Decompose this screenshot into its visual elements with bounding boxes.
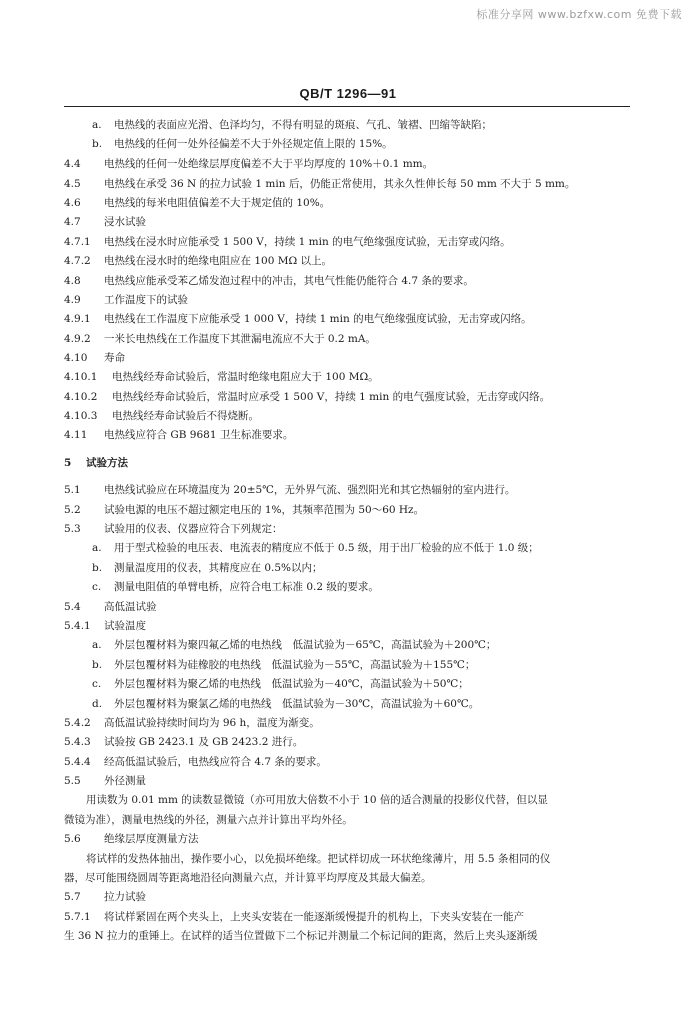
list-item: b. 电热线的任何一处外径偏差不大于外径规定值上限的 15%。 (92, 138, 393, 150)
clause: 5.4.1 试验温度 (64, 620, 146, 632)
paragraph-line: 将试样的发热体抽出，操作要小心，以免损坏绝缘。把试样切成一环状绝缘薄片，用 5.5 条相同的仪 (86, 853, 551, 865)
clause: 5.7 拉力试验 (64, 891, 146, 903)
clause: 4.5 电热线在承受 36 N 的拉力试验 1 min 后，仍能正常使用，其永久性伸长每 50 mm 不大于 5 mm。 (64, 178, 576, 190)
clause: 4.6 电热线的每米电阻值偏差不大于规定值的 10%。 (64, 197, 331, 209)
paragraph-line: 用读数为 0.01 mm 的读数显微镜（亦可用放大倍数不小于 10 倍的适合测量的投影仪代替，但以显 (86, 794, 548, 806)
clause: 5.5 外径测量 (64, 775, 146, 787)
clause: 4.7 浸水试验 (64, 216, 146, 228)
clause: 4.8 电热线应能承受苯乙烯发泡过程中的冲击，其电气性能仍能符合 4.7 条的要求。 (64, 275, 474, 287)
list-item: d. 外层包覆材料为聚氯乙烯的电热线 低温试验为－30℃，高温试验为＋60℃。 (92, 698, 480, 710)
clause: 5.4.2 高低温试验持续时间均为 96 h，温度为渐变。 (64, 717, 320, 729)
clause: 4.9.2 一米长电热线在工作温度下其泄漏电流应不大于 0.2 mA。 (64, 333, 376, 345)
section-heading: 5 试验方法 (64, 457, 128, 469)
list-item: c. 外层包覆材料为聚乙烯的电热线 低温试验为－40℃，高温试验为＋50℃； (92, 678, 469, 690)
clause: 5.6 绝缘层厚度测量方法 (64, 833, 199, 845)
clause: 5.2 试验电源的电压不超过额定电压的 1%，其频率范围为 50～60 Hz。 (64, 504, 425, 516)
clause: 5.4.4 经高低温试验后，电热线应符合 4.7 条的要求。 (64, 756, 327, 768)
list-item: c. 测量电阻值的单臂电桥，应符合电工标准 0.2 级的要求。 (92, 581, 379, 593)
clause: 4.10.2 电热线经寿命试验后，常温时应承受 1 500 V，持续 1 min 的电气强度试验，无击穿或闪络。 (64, 391, 551, 403)
clause: 4.11 电热线应符合 GB 9681 卫生标准要求。 (64, 429, 294, 441)
paragraph-line: 微镜为准），测量电热线的外径，测量六点并计算出平均外径。 (64, 814, 353, 826)
clause: 5.1 电热线试验应在环境温度为 20±5℃，无外界气流、强烈阳光和其它热辐射的室内进行。 (64, 484, 516, 496)
clause: 4.10.3 电热线经寿命试验后不得烧断。 (64, 410, 259, 422)
clause: 5.3 试验用的仪表、仪器应符合下列规定： (64, 523, 283, 535)
clause: 4.7.2 电热线在浸水时的绝缘电阻应在 100 MΩ 以上。 (64, 255, 333, 267)
watermark-text: 标准分享网 www.bzfxw.com 免费下载 (476, 8, 682, 21)
paragraph-line: 生 36 N 拉力的重锤上。在试样的适当位置做下二个标记并测量二个标记间的距离，然后上夹头逐渐缓 (64, 930, 538, 942)
clause: 4.10 寿命 (64, 352, 125, 364)
clause: 4.7.1 电热线在浸水时应能承受 1 500 V，持续 1 min 的电气绝缘强度试验，无击穿或闪络。 (64, 236, 511, 248)
list-item: b. 测量温度用的仪表，其精度应在 0.5%以内； (92, 562, 323, 574)
header-rule (64, 106, 630, 107)
list-item: b. 外层包覆材料为硅橡胶的电热线 低温试验为－55℃，高温试验为＋155℃； (92, 659, 476, 671)
clause: 5.4.3 试验按 GB 2423.1 及 GB 2423.2 进行。 (64, 736, 304, 748)
clause: 5.7.1 将试样紧固在两个夹头上，上夹头安装在一能逐渐缓慢提升的机构上，下夹头安装在一能产 (64, 911, 524, 923)
paragraph-line: 器，尽可能围绕圆周等距离地沿径向测量六点，并计算平均厚度及其最大偏差。 (64, 872, 432, 884)
clause: 5.4 高低温试验 (64, 601, 157, 613)
list-item: a. 用于型式检验的电压表、电流表的精度应不低于 0.5 级，用于出厂检验的应不低于 1.0 级； (92, 542, 539, 554)
clause: 4.10.1 电热线经寿命试验后，常温时绝缘电阻应大于 100 MΩ。 (64, 371, 379, 383)
list-item: a. 电热线的表面应光滑、色泽均匀，不得有明显的斑痕、气孔、皱褶、凹缩等缺陷； (92, 119, 492, 131)
clause: 4.9.1 电热线在工作温度下应能承受 1 000 V，持续 1 min 的电气绝缘强度试验，无击穿或闪络。 (64, 313, 532, 325)
clause: 4.4 电热线的任何一处绝缘层厚度偏差不大于平均厚度的 10%＋0.1 mm。 (64, 158, 434, 170)
list-item: a. 外层包覆材料为聚四氟乙烯的电热线 低温试验为－65℃，高温试验为＋200℃； (92, 639, 497, 651)
clause: 4.9 工作温度下的试验 (64, 294, 188, 306)
standard-header: QB/T 1296—91 (299, 86, 397, 101)
